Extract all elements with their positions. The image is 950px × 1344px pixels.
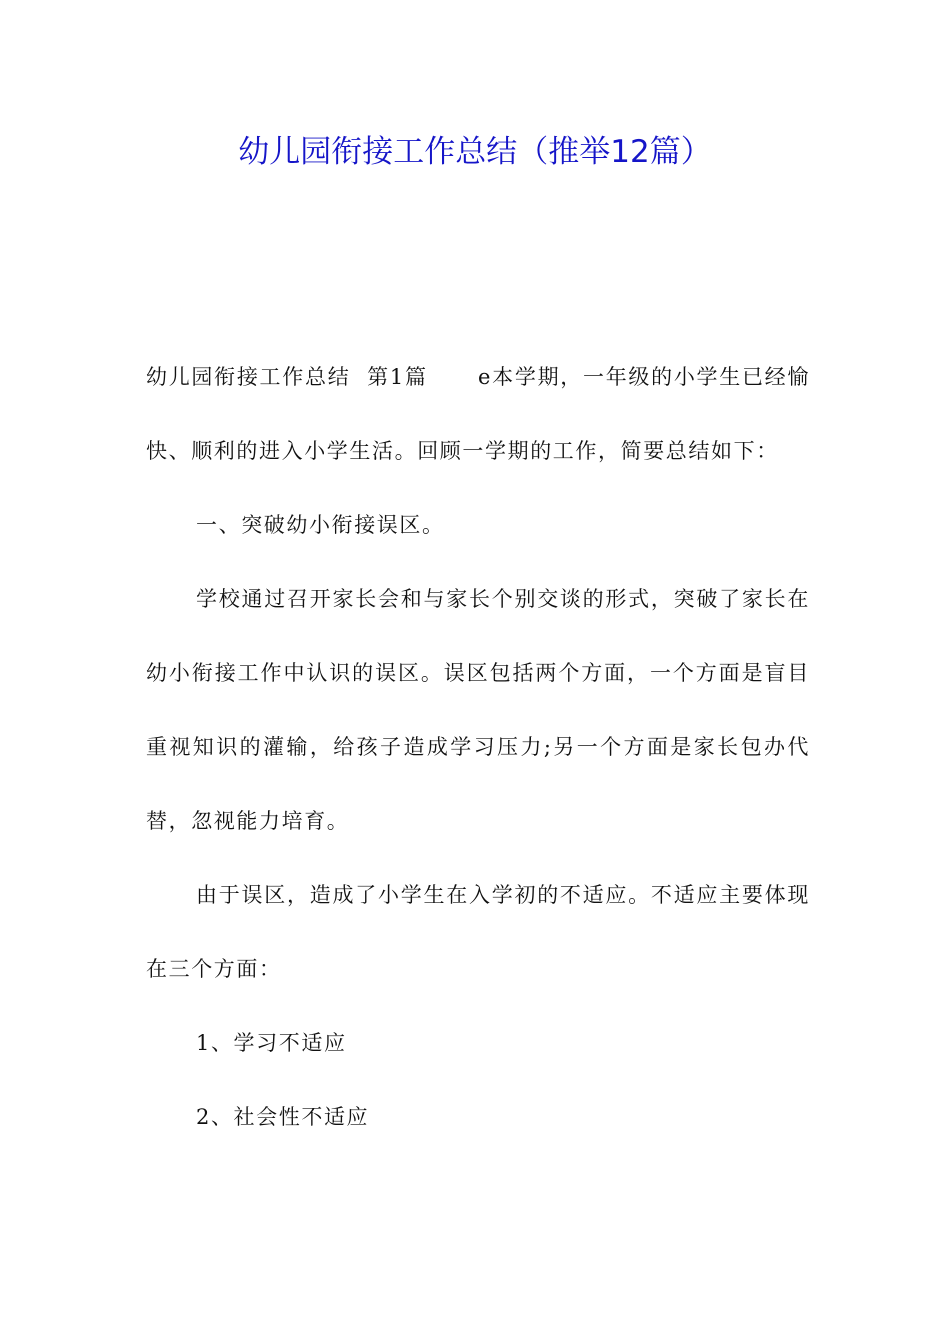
intro-paragraph <box>146 340 810 488</box>
document-title: 幼儿园衔接工作总结（推举12篇） <box>238 134 712 170</box>
intro-text: 本学期，一年级的小学生已经愉快、顺利的进入小学生活。回顾一学期的工作，简要总结如下： <box>146 365 810 463</box>
list-item-learning: 1、学习不适应 <box>196 1031 347 1055</box>
list-item-social: 2、社会性不适应 <box>196 1105 370 1129</box>
paragraph-section-1-heading: 一、突破幼小衔接误区。 <box>196 513 445 537</box>
document-body <box>146 340 810 1154</box>
paragraph-misconceptions: 学校通过召开家长会和与家长个别交谈的形式，突破了家长在幼小衔接工作中认识的误区。误区包括两个方面，一个方面是盲目重视知识的灌输，给孩子造成学习压力;另一个方面是家长包办代替，忽视能力培育。 <box>146 587 810 833</box>
paragraph-maladjustment: 由于误区，造成了小学生在入学初的不适应。不适应主要体现在三个方面： <box>146 883 810 981</box>
section-heading: 幼儿园衔接工作总结 第1篇 e <box>146 365 493 389</box>
